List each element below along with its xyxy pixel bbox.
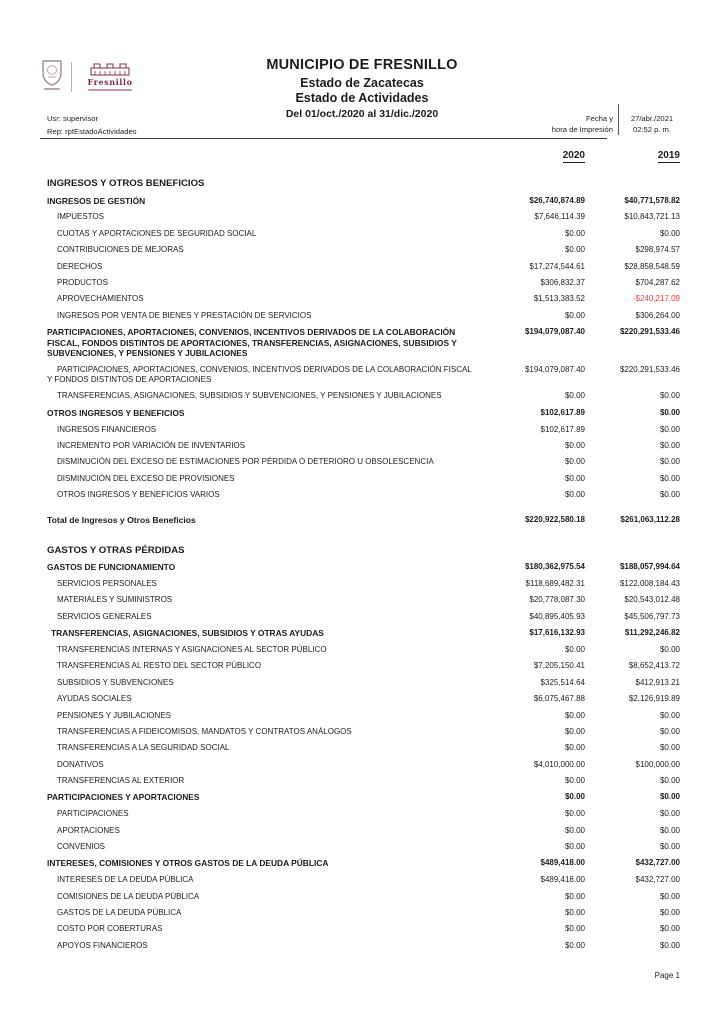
- row-label: PARTICIPACIONES, APORTACIONES, CONVENIOS, INCENTIVOS DERIVADOS DE LA COLABORACIÓN FISCAL, FONDOS DISTINTOS DE APORTACIONES, TRANSFERENCIAS, ASIGNACIONES, SUBSIDIOS Y SUBVENCIONES, Y PENSIONES Y JUBILACIONES: [47, 327, 457, 359]
- row-label: COSTO POR COBERTURAS: [57, 924, 163, 934]
- row-label: APOYOS FINANCIEROS: [57, 940, 148, 950]
- statement-row: [47, 921, 680, 937]
- row-label: SUBSIDIOS Y SUBVENCIONES: [57, 677, 174, 687]
- statement-row: [47, 362, 680, 388]
- row-value-2020: $0.00: [564, 726, 585, 736]
- row-value-2020: $0.00: [564, 924, 585, 934]
- row-value-2019: $0.00: [659, 645, 680, 655]
- row-label: GASTOS Y OTRAS PÉRDIDAS: [47, 544, 185, 556]
- row-label: TRANSFERENCIAS A LA SEGURIDAD SOCIAL: [57, 743, 230, 753]
- row-value-2020: $306,832.37: [540, 277, 585, 287]
- row-label: DISMINUCIÓN DEL EXCESO DE PROVISIONES: [57, 473, 235, 483]
- statement-row: [47, 209, 680, 225]
- statement-row: [47, 823, 680, 839]
- row-value-2020: $0.00: [564, 908, 585, 918]
- row-label: DONATIVOS: [57, 759, 104, 769]
- row-value-2019: $20,543,012.48: [624, 595, 680, 605]
- row-value-2020: $0.00: [564, 228, 585, 238]
- statement-table: [0, 145, 724, 954]
- row-value-2020: $0.00: [564, 440, 585, 450]
- statement-body: [47, 175, 680, 954]
- row-value-2019: $0.00: [659, 726, 680, 736]
- statement-row: [47, 542, 680, 559]
- column-header-2020: 2020: [562, 150, 585, 161]
- statement-row: [47, 226, 680, 242]
- state-crest-icon: [40, 60, 64, 94]
- row-value-2020: $102,617.89: [540, 407, 585, 417]
- statement-row: [47, 806, 680, 822]
- row-label: AYUDAS SOCIALES: [57, 694, 132, 704]
- column-header-2019: 2019: [657, 150, 680, 161]
- report-period: Del 01/oct./2020 al 31/dic./2020: [285, 107, 439, 120]
- row-value-2019: $298,974.57: [635, 245, 680, 255]
- row-value-2020: $325,514.64: [540, 677, 585, 687]
- row-value-2020: $1,513,383.52: [533, 294, 585, 304]
- statement-row: [47, 789, 680, 806]
- statement-row: [47, 487, 680, 503]
- row-value-2019: $0.00: [659, 440, 680, 450]
- row-value-2020: $0.00: [564, 776, 585, 786]
- statement-row: [47, 421, 680, 437]
- row-label: TRANSFERENCIAS AL RESTO DEL SECTOR PÚBLICO: [57, 661, 262, 671]
- row-label: INGRESOS FINANCIEROS: [57, 424, 157, 434]
- row-value-2019: $100,000.00: [635, 759, 680, 769]
- row-label: PRODUCTOS: [57, 277, 108, 287]
- row-value-2019: $0.00: [659, 825, 680, 835]
- row-label: INCREMENTO POR VARIACIÓN DE INVENTARIOS: [57, 440, 246, 450]
- row-value-2019: $0.00: [659, 743, 680, 753]
- statement-row: [47, 839, 680, 855]
- row-value-2019: $0.00: [659, 391, 680, 401]
- row-label: DERECHOS: [57, 261, 103, 271]
- statement-row: [47, 512, 680, 528]
- row-label: TRANSFERENCIAS AL EXTERIOR: [57, 776, 185, 786]
- row-label: INTERESES, COMISIONES Y OTROS GASTOS DE LA DEUDA PÚBLICA: [47, 858, 329, 869]
- row-label: CONTRIBUCIONES DE MEJORAS: [57, 245, 184, 255]
- row-value-2020: $4,010,000.00: [533, 759, 585, 769]
- statement-row: [47, 691, 680, 707]
- header-logos: [40, 60, 141, 94]
- row-value-2019: $220,291,533.46: [619, 364, 680, 374]
- fresnillo-logo: [79, 63, 141, 91]
- document-title: Estado de Actividades: [295, 91, 429, 105]
- statement-row: [47, 740, 680, 756]
- row-value-2019: -$240,217.09: [632, 294, 680, 304]
- fresnillo-logo-text: Fresnillo: [87, 77, 133, 87]
- statement-row: [47, 192, 680, 209]
- statement-row: [47, 592, 680, 608]
- row-value-2020: $194,079,087.40: [524, 364, 585, 374]
- row-value-2020: $20,778,087.30: [529, 595, 585, 605]
- row-label: OTROS INGRESOS Y BENEFICIOS VARIOS: [57, 490, 220, 500]
- municipality-title: MUNICIPIO DE FRESNILLO: [266, 57, 458, 73]
- statement-row: [47, 625, 680, 642]
- statement-row: [47, 559, 680, 576]
- row-value-2020: $26,740,874.89: [529, 195, 585, 205]
- state-title: Estado de Zacatecas: [300, 75, 424, 90]
- row-label: INGRESOS DE GESTIÓN: [47, 195, 146, 206]
- row-value-2019: $40,771,578.82: [624, 195, 680, 205]
- row-value-2019: $0.00: [659, 407, 680, 417]
- row-value-2019: $0.00: [659, 842, 680, 852]
- statement-row: [47, 707, 680, 723]
- page-number: Page 1: [654, 971, 680, 980]
- user-label: Usr: supervisor: [47, 114, 99, 123]
- row-value-2019: $0.00: [659, 908, 680, 918]
- row-value-2019: $10,843,721.13: [624, 212, 680, 222]
- row-label: TRANSFERENCIAS, ASIGNACIONES, SUBSIDIOS Y SUBVENCIONES, Y PENSIONES Y JUBILACIONES: [57, 391, 442, 401]
- statement-row: [47, 275, 680, 291]
- fresnillo-building-icon: [90, 63, 130, 76]
- row-value-2019: $412,913.21: [635, 677, 680, 687]
- row-value-2020: $0.00: [564, 825, 585, 835]
- row-label: TRANSFERENCIAS INTERNAS Y ASIGNACIONES AL SECTOR PÚBLICO: [57, 645, 327, 655]
- row-value-2019: $0.00: [659, 891, 680, 901]
- row-label: TRANSFERENCIAS A FIDEICOMISOS, MANDATOS Y CONTRATOS ANÁLOGOS: [57, 726, 352, 736]
- row-value-2019: $0.00: [659, 473, 680, 483]
- row-value-2019: $432,727.00: [635, 875, 680, 885]
- statement-row: [47, 324, 680, 362]
- row-value-2019: $0.00: [659, 924, 680, 934]
- row-value-2020: $0.00: [564, 891, 585, 901]
- row-label: PARTICIPACIONES, APORTACIONES, CONVENIOS, INCENTIVOS DERIVADOS DE LA COLABORACIÓN FISCAL Y FONDOS DISTINTOS DE APORTACIONES: [47, 364, 472, 384]
- row-value-2019: $306,264.00: [635, 310, 680, 320]
- statement-row: [47, 724, 680, 740]
- statement-row: [47, 242, 680, 258]
- statement-row: [47, 175, 680, 192]
- statement-row: [47, 675, 680, 691]
- print-info-label: Fecha y hora de Impresión: [551, 114, 613, 134]
- row-value-2019: $122,008,184.43: [619, 579, 680, 589]
- header-rule: [40, 138, 607, 139]
- row-value-2020: $0.00: [564, 391, 585, 401]
- row-value-2019: $0.00: [659, 710, 680, 720]
- statement-row: [47, 773, 680, 789]
- statement-row: [47, 757, 680, 773]
- row-value-2019: $704,287.62: [635, 277, 680, 287]
- row-value-2020: $180,362,975.54: [524, 562, 585, 572]
- row-label: INTERESES DE LA DEUDA PÚBLICA: [57, 875, 194, 885]
- row-value-2019: $0.00: [659, 490, 680, 500]
- row-value-2019: $0.00: [659, 457, 680, 467]
- statement-row: [47, 576, 680, 592]
- row-label: INGRESOS POR VENTA DE BIENES Y PRESTACIÓN DE SERVICIOS: [57, 310, 312, 320]
- row-value-2020: $0.00: [564, 842, 585, 852]
- row-value-2019: $28,858,548.59: [624, 261, 680, 271]
- statement-row: [47, 938, 680, 954]
- row-value-2020: $7,205,150.41: [533, 661, 585, 671]
- statement-row: [47, 855, 680, 872]
- row-label: GASTOS DE FUNCIONAMIENTO: [47, 562, 176, 573]
- statement-row: [47, 609, 680, 625]
- row-value-2020: $0.00: [564, 310, 585, 320]
- print-date: 27/abr./2021: [630, 114, 674, 123]
- row-value-2019: $0.00: [659, 776, 680, 786]
- row-label: PENSIONES Y JUBILACIONES: [57, 710, 171, 720]
- row-label: APROVECHAMIENTOS: [57, 294, 144, 304]
- row-label: INGRESOS Y OTROS BENEFICIOS: [47, 178, 205, 190]
- row-value-2020: $0.00: [564, 473, 585, 483]
- row-value-2019: $0.00: [659, 424, 680, 434]
- row-label: APORTACIONES: [57, 825, 120, 835]
- statement-row: [47, 872, 680, 888]
- statement-row: [47, 889, 680, 905]
- statement-row: [47, 454, 680, 470]
- row-value-2020: $118,689,482.31: [525, 579, 585, 589]
- row-label: OTROS INGRESOS Y BENEFICIOS: [47, 407, 185, 418]
- logo-divider: [71, 62, 72, 92]
- row-value-2020: $0.00: [564, 645, 585, 655]
- print-info-values: [624, 104, 680, 135]
- row-value-2019: $0.00: [659, 228, 680, 238]
- row-value-2020: $17,274,544.61: [529, 261, 585, 271]
- row-value-2020: $0.00: [564, 792, 585, 802]
- row-value-2020: $7,646,114.39: [534, 212, 585, 222]
- row-value-2020: $0.00: [564, 809, 585, 819]
- statement-row: [47, 905, 680, 921]
- row-value-2020: $0.00: [564, 490, 585, 500]
- row-value-2019: $8,652,413.72: [628, 661, 680, 671]
- row-value-2020: $0.00: [564, 245, 585, 255]
- row-label: SERVICIOS GENERALES: [57, 611, 152, 621]
- row-value-2019: $220,291,533.46: [619, 327, 680, 337]
- statement-row: [47, 438, 680, 454]
- fresnillo-caption-bar: [88, 89, 132, 91]
- row-value-2020: $6,075,467.88: [533, 694, 585, 704]
- row-value-2019: $432,727.00: [635, 858, 680, 868]
- row-label: CUOTAS Y APORTACIONES DE SEGURIDAD SOCIAL: [57, 228, 257, 238]
- row-value-2019: $0.00: [659, 809, 680, 819]
- row-value-2020: $0.00: [564, 710, 585, 720]
- row-value-2020: $489,418.00: [540, 858, 585, 868]
- statement-row: [47, 388, 680, 404]
- row-value-2020: $40,895,405.93: [529, 611, 585, 621]
- row-label: DISMINUCIÓN DEL EXCESO DE ESTIMACIONES POR PÉRDIDA O DETERIORO U OBSOLESCENCIA: [57, 457, 434, 467]
- row-value-2019: $0.00: [659, 792, 680, 802]
- statement-row: [47, 405, 680, 422]
- row-value-2019: $45,506,797.73: [624, 611, 680, 621]
- statement-row: [47, 291, 680, 307]
- row-value-2020: $194,079,087.40: [524, 327, 585, 337]
- row-label: SERVICIOS PERSONALES: [57, 579, 157, 589]
- print-info: [552, 104, 680, 135]
- row-label: IMPUESTOS: [57, 212, 104, 222]
- report-meta: [47, 112, 137, 138]
- row-value-2019: $2,126,919.89: [628, 694, 680, 704]
- print-info-divider: [618, 104, 619, 135]
- row-value-2020: $17,616,132.93: [529, 628, 585, 638]
- statement-row: [47, 258, 680, 274]
- crest-caption-bar: [44, 88, 60, 90]
- row-value-2019: $11,292,246.82: [624, 628, 680, 638]
- row-label: PARTICIPACIONES Y APORTACIONES: [47, 792, 200, 803]
- row-label: MATERIALES Y SUMINISTROS: [57, 595, 173, 605]
- row-label: PARTICIPACIONES: [57, 809, 129, 819]
- report-id-label: Rep: rptEstadoActividades: [47, 127, 137, 136]
- row-label: CONVENIOS: [57, 842, 106, 852]
- row-value-2020: $0.00: [564, 457, 585, 467]
- row-label: COMISIONES DE LA DEUDA PÚBLICA: [57, 891, 200, 901]
- row-value-2020: $102,617.89: [540, 424, 585, 434]
- row-value-2020: $220,922,580.18: [524, 515, 585, 525]
- row-label: TRANSFERENCIAS, ASIGNACIONES, SUBSIDIOS Y OTRAS AYUDAS: [51, 628, 324, 639]
- row-value-2019: $261,063,112.28: [620, 515, 680, 525]
- row-value-2020: $0.00: [564, 940, 585, 950]
- print-time: 02:52 p. m.: [633, 125, 671, 134]
- row-value-2020: $489,418.00: [540, 875, 585, 885]
- row-label: Total de Ingresos y Otros Beneficios: [47, 515, 196, 526]
- row-label: GASTOS DE LA DEUDA PÚBLICA: [57, 908, 182, 918]
- statement-row: [47, 471, 680, 487]
- statement-row: [47, 642, 680, 658]
- statement-row: [47, 658, 680, 674]
- statement-row: [47, 308, 680, 324]
- row-value-2019: $188,057,994.64: [619, 562, 680, 572]
- row-value-2020: $0.00: [564, 743, 585, 753]
- column-headers: [47, 145, 680, 163]
- row-value-2019: $0.00: [659, 940, 680, 950]
